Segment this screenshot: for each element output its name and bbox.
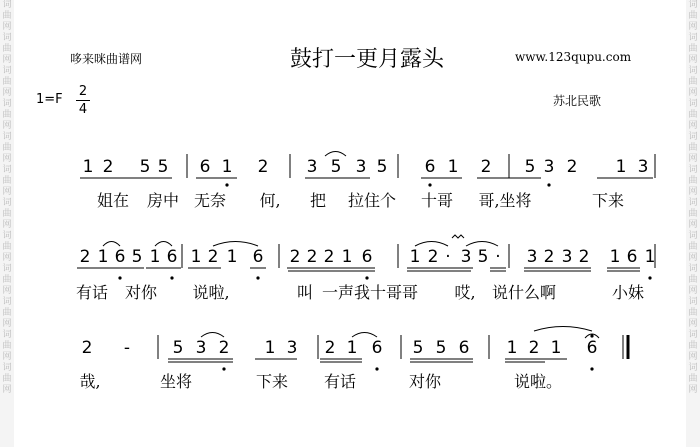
watermark-char: 网 [688, 220, 698, 230]
note-line1: 3 [355, 157, 367, 177]
watermark-char: 曲 [688, 308, 698, 318]
watermark-char: 曲 [688, 143, 698, 153]
note-line3: 2 [324, 338, 336, 358]
tie-slur [103, 242, 120, 247]
note-line3: 2 [81, 338, 93, 358]
lyric-line3: 下来 [255, 372, 289, 391]
time-numerator: 2 [78, 84, 88, 99]
note-line2: 6 [626, 247, 638, 267]
note-line3: 5 [435, 338, 447, 358]
octave-dot [222, 367, 225, 370]
watermark-char: 词 [2, 297, 12, 307]
note-line1: 5 [139, 157, 151, 177]
note-line3: 1 [550, 338, 562, 358]
watermark-char: 网 [688, 154, 698, 164]
watermark-char: 曲 [688, 11, 698, 21]
key-signature: 1=F [36, 92, 63, 107]
lyric-line3: 说啦。 [513, 372, 563, 391]
watermark-char: 网 [2, 253, 12, 263]
octave-dot [590, 334, 593, 337]
watermark-char: 曲 [2, 209, 12, 219]
tie-slur [201, 333, 224, 338]
watermark-char: 词 [2, 198, 12, 208]
lyric-line3: 有话 [323, 372, 357, 391]
note-line1: 1 [82, 157, 94, 177]
watermark-char: 曲 [688, 242, 698, 252]
watermark-char: 词 [688, 297, 698, 307]
lyric-line2: 说什么啊 [491, 283, 557, 302]
note-line1: 5 [157, 157, 169, 177]
watermark-char: 词 [688, 363, 698, 373]
watermark-char: 网 [688, 187, 698, 197]
note-line2: 6 [361, 247, 373, 267]
lyric-line1: 何, [259, 191, 281, 210]
note-line2: 1 [609, 247, 621, 267]
note-line2: 2 [306, 247, 318, 267]
lyric-line1: 无奈 [193, 191, 227, 210]
watermark-char: 曲 [2, 11, 12, 21]
watermark-char: 曲 [2, 176, 12, 186]
watermark-char: 曲 [2, 110, 12, 120]
tie-slur [325, 152, 346, 157]
watermark-char: 网 [688, 121, 698, 131]
note-line3: 6 [371, 338, 383, 358]
watermark-char: 词 [2, 33, 12, 43]
tie-slur [534, 327, 592, 332]
time-denominator: 4 [78, 102, 88, 117]
note-line3: 5 [172, 338, 184, 358]
note-line2: · [445, 247, 451, 267]
note-line1: 2 [102, 157, 114, 177]
note-line3: 2 [218, 338, 230, 358]
watermark-char: 网 [2, 154, 12, 164]
watermark-char: 词 [2, 231, 12, 241]
watermark-char: 词 [2, 363, 12, 373]
note-line2: 2 [323, 247, 335, 267]
watermark-char: 网 [688, 352, 698, 362]
lyric-line2: 哎, [454, 283, 476, 302]
note-line2: 2 [79, 247, 91, 267]
octave-dot [225, 183, 228, 186]
watermark-char: 词 [2, 264, 12, 274]
watermark-char: 词 [2, 66, 12, 76]
note-line2: 1 [341, 247, 353, 267]
tie-slur [466, 242, 498, 247]
octave-dot [547, 183, 550, 186]
lyric-line3: 坐将 [159, 372, 193, 391]
lyric-line3: 对你 [408, 372, 442, 391]
note-line1: 5 [376, 157, 388, 177]
lyric-line2: 对你 [124, 283, 158, 302]
watermark-char: 词 [688, 231, 698, 241]
lyric-line1: 哥,坐将 [478, 191, 532, 210]
note-line3: 1 [506, 338, 518, 358]
watermark-char: 曲 [2, 341, 12, 351]
lyric-line1: 十哥 [420, 191, 454, 210]
lyric-line1: 拉住个 [347, 191, 397, 210]
lyric-line2: 叫 [296, 283, 314, 302]
watermark-char: 曲 [688, 275, 698, 285]
lyric-line2: 有话 [75, 283, 109, 302]
note-line2: 2 [207, 247, 219, 267]
lyric-line3: 哉, [79, 372, 101, 391]
watermark-char: 词 [688, 0, 698, 10]
page-title: 鼓打一更月露头 [290, 47, 445, 72]
watermark-char: 词 [688, 66, 698, 76]
watermark-char: 曲 [2, 275, 12, 285]
note-line1: 2 [566, 157, 578, 177]
watermark-char: 网 [2, 88, 12, 98]
watermark-char: 曲 [2, 143, 12, 153]
watermark-char: 网 [688, 286, 698, 296]
watermark-char: 网 [2, 22, 12, 32]
tie-slur [213, 242, 258, 247]
note-line1: 3 [543, 157, 555, 177]
lyric-line2: 说啦, [192, 283, 230, 302]
note-line2: 3 [526, 247, 538, 267]
note-line1: 1 [447, 157, 459, 177]
note-line1: 1 [221, 157, 233, 177]
note-line1: 5 [524, 157, 536, 177]
octave-dot [365, 276, 368, 279]
watermark-char: 词 [688, 99, 698, 109]
note-line2: 5 [477, 247, 489, 267]
watermark-char: 曲 [2, 77, 12, 87]
watermark-char: 词 [688, 33, 698, 43]
note-line2: 2 [578, 247, 590, 267]
watermark-char: 词 [688, 132, 698, 142]
site-url: www.123qupu.com [515, 50, 632, 64]
note-line2: 5 [131, 247, 143, 267]
lyric-line1: 房中 [146, 191, 180, 210]
watermark-char: 网 [2, 319, 12, 329]
octave-dot [118, 276, 121, 279]
watermark-char: 网 [688, 253, 698, 263]
tie-slur [415, 242, 448, 247]
watermark-char: 曲 [2, 242, 12, 252]
note-line3: 3 [195, 338, 207, 358]
tie-slur [352, 333, 377, 338]
watermark-char: 曲 [688, 44, 698, 54]
note-line2: 2 [543, 247, 555, 267]
watermark-char: 词 [688, 165, 698, 175]
note-line1: 2 [257, 157, 269, 177]
watermark-char: 词 [2, 132, 12, 142]
note-line2: 1 [149, 247, 161, 267]
note-line1: 3 [637, 157, 649, 177]
watermark-char: 曲 [688, 110, 698, 120]
lyric-line2: 一声我十哥哥 [321, 283, 419, 302]
note-line2: 1 [226, 247, 238, 267]
watermark-char: 网 [2, 352, 12, 362]
note-line3: 1 [264, 338, 276, 358]
octave-dot [428, 183, 431, 186]
watermark-char: 网 [2, 55, 12, 65]
note-line1: 2 [480, 157, 492, 177]
note-line1: 6 [199, 157, 211, 177]
site-name: 哆来咪曲谱网 [70, 52, 143, 66]
watermark-char: 曲 [688, 341, 698, 351]
octave-dot [375, 367, 378, 370]
note-line2: 6 [252, 247, 264, 267]
note-line2: 2 [289, 247, 301, 267]
song-origin: 苏北民歌 [553, 94, 602, 108]
watermark-char: 词 [2, 0, 12, 10]
note-line2: 3 [460, 247, 472, 267]
lyric-line1: 下来 [591, 191, 625, 210]
watermark-char: 网 [688, 55, 698, 65]
watermark-char: 网 [688, 319, 698, 329]
note-line3: 5 [412, 338, 424, 358]
watermark-char: 网 [2, 187, 12, 197]
watermark-char: 网 [2, 220, 12, 230]
lyric-line1: 把 [309, 191, 327, 210]
note-line3: 1 [346, 338, 358, 358]
watermark-char: 词 [2, 165, 12, 175]
note-line3: 6 [458, 338, 470, 358]
note-line2: 6 [114, 247, 126, 267]
watermark-char: 词 [688, 264, 698, 274]
watermark-char: 曲 [688, 374, 698, 384]
watermark-char: 曲 [2, 374, 12, 384]
note-line2: 1 [644, 247, 656, 267]
watermark-char: 词 [2, 330, 12, 340]
note-line3: 3 [286, 338, 298, 358]
watermark-char: 曲 [2, 44, 12, 54]
octave-dot [170, 276, 173, 279]
octave-dot [256, 276, 259, 279]
octave-dot [648, 276, 651, 279]
note-line1: 3 [306, 157, 318, 177]
watermark-char: 词 [688, 330, 698, 340]
note-line3: 2 [528, 338, 540, 358]
note-line2: 1 [190, 247, 202, 267]
note-line3: - [123, 338, 131, 358]
watermark-char: 词 [2, 99, 12, 109]
note-line3: 6 [586, 338, 598, 358]
watermark-char: 网 [2, 121, 12, 131]
note-line2: 1 [409, 247, 421, 267]
watermark-char: 网 [688, 385, 698, 395]
note-line1: 6 [424, 157, 436, 177]
watermark-char: 网 [2, 385, 12, 395]
lyric-line1: 姐在 [96, 191, 130, 210]
watermark-char: 曲 [688, 209, 698, 219]
note-line2: 3 [561, 247, 573, 267]
watermark-char: 曲 [688, 176, 698, 186]
note-line2: 2 [427, 247, 439, 267]
octave-dot [590, 367, 593, 370]
note-line2: 6 [166, 247, 178, 267]
watermark-char: 曲 [2, 308, 12, 318]
ornament-mark [452, 235, 464, 238]
lyric-line2: 小妹 [611, 283, 645, 302]
tie-slur [155, 242, 172, 247]
watermark-char: 网 [2, 286, 12, 296]
watermark-char: 网 [688, 22, 698, 32]
watermark-char: 曲 [688, 77, 698, 87]
note-line1: 5 [330, 157, 342, 177]
note-line2: 1 [97, 247, 109, 267]
watermark-char: 词 [688, 198, 698, 208]
note-line2: · [495, 247, 501, 267]
note-line1: 1 [615, 157, 627, 177]
watermark-char: 网 [688, 88, 698, 98]
